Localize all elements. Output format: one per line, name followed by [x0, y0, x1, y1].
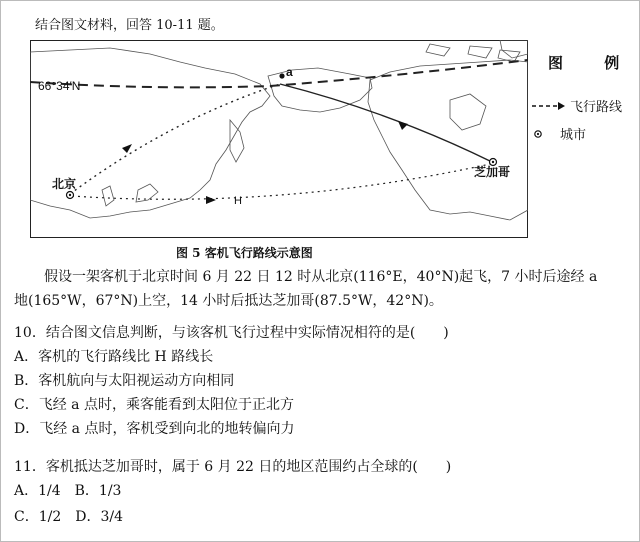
point-a-marker	[279, 73, 284, 78]
passage-line-1: 假设一架客机于北京时间 6 月 22 日 12 时从北京(116°E，40°N)起飞，7 小时后途经 a	[44, 269, 598, 285]
legend-route-label: 飞行路线	[570, 100, 623, 115]
legend-route	[532, 96, 622, 115]
chicago-label: 芝加哥	[474, 165, 511, 179]
latitude-label: 66°34′N	[38, 79, 81, 93]
q10-option-c: C．飞经 a 点时，乘客能看到太阳位于正北方	[14, 397, 294, 413]
point-a-label: a	[286, 65, 293, 79]
map-figure	[30, 40, 528, 238]
route-map	[30, 40, 528, 238]
figure-caption: 图 5 客机飞行路线示意图	[176, 246, 313, 260]
legend-city-label: 城市	[560, 128, 587, 143]
city-legend-icon	[532, 129, 552, 139]
h-route-label: H	[234, 195, 242, 207]
q11-stem: 11．客机抵达芝加哥时，属于 6 月 22 日的地区范围约占全球的( )	[14, 459, 452, 475]
q11-options-row-1: A．1/4 B．1/3	[14, 483, 122, 499]
route-legend-icon	[532, 101, 566, 111]
q10-stem: 10．结合图文信息判断，与该客机飞行过程中实际情况相符的是( )	[14, 325, 449, 341]
q10-option-a: A．客机的飞行路线比 H 路线长	[14, 349, 214, 365]
legend-title: 图 例	[548, 54, 638, 72]
q11-options-row-2: C．1/2 D．3/4	[14, 509, 123, 525]
legend-city	[532, 124, 586, 143]
passage-line-2: 地(165°W，67°N)上空，14 小时后抵达芝加哥(87.5°W，42°N)。	[14, 293, 443, 309]
q10-option-d: D．飞经 a 点时，客机受到向北的地转偏向力	[14, 421, 295, 437]
intro-text: 结合图文材料，回答 10-11 题。	[35, 18, 224, 33]
q10-option-b: B．客机航向与太阳视运动方向相同	[14, 373, 235, 389]
beijing-label: 北京	[52, 177, 77, 191]
